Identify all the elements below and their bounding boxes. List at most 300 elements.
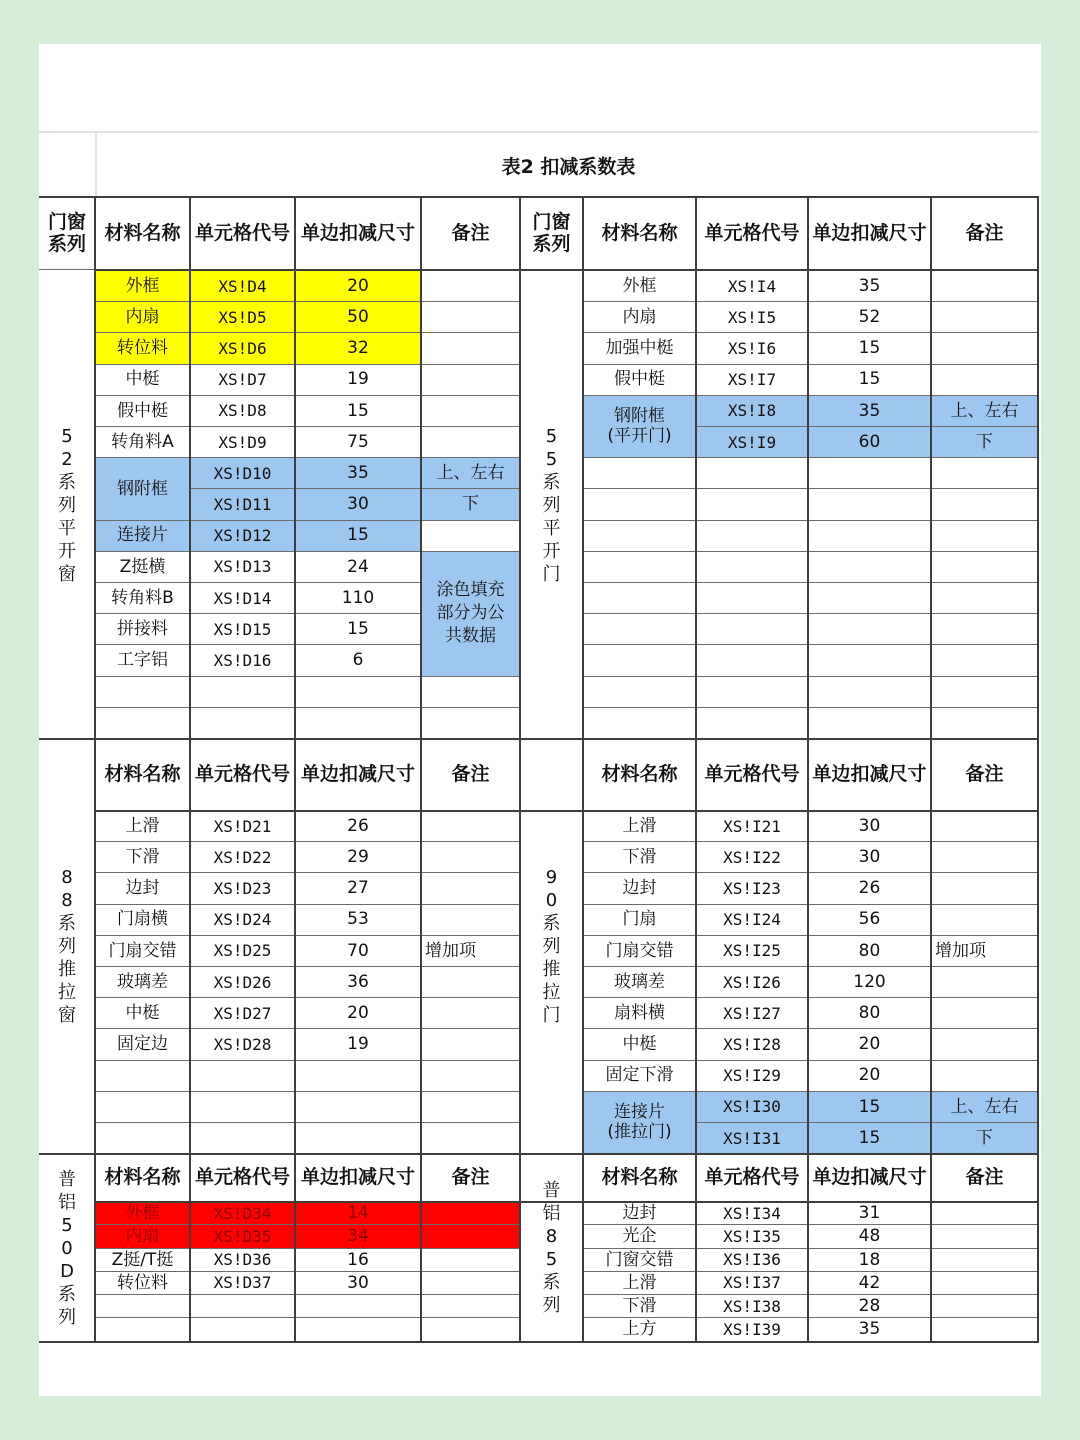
sec1-left-row3-material[interactable]: 门扇横 <box>95 905 190 936</box>
sec2-right-row1-code[interactable]: XS!I35 <box>696 1225 808 1248</box>
sec1-right-row5-code[interactable]: XS!I26 <box>696 967 808 998</box>
sec0-left-row13-remark[interactable] <box>421 677 520 708</box>
sec2-left-row0-value[interactable]: 14 <box>295 1202 421 1225</box>
sec0-left-header-code: 单元格代号 <box>190 197 295 270</box>
sec1-right-series-label[interactable]: 9 0 系 列 推 拉 门 <box>542 867 561 1026</box>
sec0-right-row14-code[interactable] <box>696 708 808 739</box>
sec0-left-row12-value[interactable]: 6 <box>295 645 421 676</box>
sec1-right-row0-material[interactable]: 上滑 <box>583 811 696 842</box>
sec2-left-header-material: 材料名称 <box>95 1154 190 1202</box>
sec0-right-row1-material[interactable]: 内扇 <box>583 302 696 333</box>
sec0-right-row11-code[interactable] <box>696 614 808 645</box>
grid-vline <box>420 197 422 739</box>
sec1-left-row2-remark[interactable] <box>421 873 520 904</box>
sec0-left-row6-remark[interactable]: 上、左右 <box>421 458 520 489</box>
sec0-left-row4-code[interactable]: XS!D8 <box>190 396 295 427</box>
sec1-left-row1-material[interactable]: 下滑 <box>95 842 190 873</box>
grid-vline <box>519 739 521 1154</box>
sec1-left-row3-code[interactable]: XS!D24 <box>190 905 295 936</box>
sec2-right-row2-remark[interactable] <box>931 1249 1038 1272</box>
sec0-right-row1-remark[interactable] <box>931 302 1038 333</box>
sec1-left-row7-value[interactable]: 19 <box>295 1029 421 1060</box>
sec1-right-row10-code[interactable]: XS!I31 <box>696 1123 808 1154</box>
sec2-left-row4-value[interactable] <box>295 1295 421 1318</box>
sec1-right-row7-code[interactable]: XS!I28 <box>696 1029 808 1060</box>
sec2-left-series-label[interactable]: 普 铝 5 0 D 系 列 <box>58 1168 76 1328</box>
sec1-left-row4-code[interactable]: XS!D25 <box>190 936 295 967</box>
sec2-left-row0-code[interactable]: XS!D34 <box>190 1202 295 1225</box>
sec1-right-header-code: 单元格代号 <box>696 739 808 811</box>
sec0-left-row2-material[interactable]: 转位料 <box>95 333 190 364</box>
sec0-left-row5-value[interactable]: 75 <box>295 427 421 458</box>
sec1-left-row4-material[interactable]: 门扇交错 <box>95 936 190 967</box>
sec1-left-row9-code[interactable] <box>190 1092 295 1123</box>
sec0-right-row8-material[interactable] <box>583 521 696 552</box>
sec1-left-row6-code[interactable]: XS!D27 <box>190 998 295 1029</box>
sec0-right-row8-code[interactable] <box>696 521 808 552</box>
sec0-right-row13-material[interactable] <box>583 677 696 708</box>
sec1-left-row10-value[interactable] <box>295 1123 421 1154</box>
sec0-left-row11-material[interactable]: 拼接料 <box>95 614 190 645</box>
sec1-right-row6-value[interactable]: 80 <box>808 998 931 1029</box>
sec1-left-row3-value[interactable]: 53 <box>295 905 421 936</box>
sec0-left-row7-code[interactable]: XS!D11 <box>190 489 295 520</box>
sec1-left-row9-remark[interactable] <box>421 1092 520 1123</box>
sec1-right-row7-material[interactable]: 中梃 <box>583 1029 696 1060</box>
sec1-left-row8-code[interactable] <box>190 1061 295 1092</box>
sec1-right-row0-code[interactable]: XS!I21 <box>696 811 808 842</box>
sec1-right-row5-material[interactable]: 玻璃差 <box>583 967 696 998</box>
sec0-right-row9-code[interactable] <box>696 552 808 583</box>
sec0-left-row12-material[interactable]: 工字铝 <box>95 645 190 676</box>
sec0-right-row14-material[interactable] <box>583 708 696 739</box>
sec1-right-row9-material[interactable]: 连接片 (推拉门) <box>583 1092 696 1154</box>
sec0-left-row2-remark[interactable] <box>421 333 520 364</box>
sec1-right-row8-material[interactable]: 固定下滑 <box>583 1061 696 1092</box>
sec1-right-row3-material[interactable]: 门扇 <box>583 905 696 936</box>
sec1-left-row10-material[interactable] <box>95 1123 190 1154</box>
sec2-right-row5-value[interactable]: 35 <box>808 1319 931 1342</box>
sec2-left-row5-code[interactable] <box>190 1319 295 1342</box>
sec0-right-row2-value[interactable]: 15 <box>808 333 931 364</box>
sec1-left-row6-remark[interactable] <box>421 998 520 1029</box>
sec2-right-row3-code[interactable]: XS!I37 <box>696 1272 808 1295</box>
grid-hline <box>39 196 1039 198</box>
sec2-left-row2-material[interactable]: Z挺/T挺 <box>95 1249 190 1272</box>
sec0-right-row8-value[interactable] <box>808 521 931 552</box>
sec2-right-row4-value[interactable]: 28 <box>808 1295 931 1318</box>
sec0-left-row5-material[interactable]: 转角料A <box>95 427 190 458</box>
grid-vline <box>930 1154 932 1342</box>
sec0-right-row5-code[interactable]: XS!I9 <box>696 427 808 458</box>
sec0-right-row6-remark[interactable] <box>931 458 1038 489</box>
sec1-right-header-deduction: 单边扣减尺寸 <box>808 739 931 811</box>
sec0-right-row10-value[interactable] <box>808 583 931 614</box>
sec0-right-row9-value[interactable] <box>808 552 931 583</box>
sec0-right-row7-remark[interactable] <box>931 489 1038 520</box>
sec0-left-row9-material[interactable]: Z挺横 <box>95 552 190 583</box>
sec0-right-row3-remark[interactable] <box>931 365 1038 396</box>
sec1-left-row7-remark[interactable] <box>421 1029 520 1060</box>
sec2-left-row2-value[interactable]: 16 <box>295 1249 421 1272</box>
sec0-left-row8-material[interactable]: 连接片 <box>95 521 190 552</box>
sec1-right-row9-code[interactable]: XS!I30 <box>696 1092 808 1123</box>
sec1-right-row5-remark[interactable] <box>931 967 1038 998</box>
grid-hline <box>95 810 1039 812</box>
grid-vline <box>582 1154 584 1342</box>
sec0-right-row12-code[interactable] <box>696 645 808 676</box>
sec1-left-row6-material[interactable]: 中梃 <box>95 998 190 1029</box>
sec2-right-row3-value[interactable]: 42 <box>808 1272 931 1295</box>
sec1-right-row9-value[interactable]: 15 <box>808 1092 931 1123</box>
sec1-left-row10-code[interactable] <box>190 1123 295 1154</box>
sec0-left-row9-value[interactable]: 24 <box>295 552 421 583</box>
sec2-right-row5-remark[interactable] <box>931 1319 1038 1342</box>
sec0-right-row11-remark[interactable] <box>931 614 1038 645</box>
sec2-right-row5-material[interactable]: 上方 <box>583 1319 696 1342</box>
sec0-left-row12-code[interactable]: XS!D16 <box>190 645 295 676</box>
grid-vline <box>294 197 296 739</box>
sec0-left-row2-value[interactable]: 32 <box>295 333 421 364</box>
grid-vline <box>1037 1154 1039 1342</box>
sec1-right-row2-code[interactable]: XS!I23 <box>696 873 808 904</box>
sec0-right-row0-code[interactable]: XS!I4 <box>696 271 808 302</box>
sec0-right-series-label[interactable]: 5 5 系 列 平 开 门 <box>542 425 561 585</box>
sec1-right-row2-material[interactable]: 边封 <box>583 873 696 904</box>
sec0-right-row13-value[interactable] <box>808 677 931 708</box>
sec0-right-row10-remark[interactable] <box>931 583 1038 614</box>
sec2-left-row3-remark[interactable] <box>421 1272 520 1295</box>
sec1-right-row8-value[interactable]: 20 <box>808 1061 931 1092</box>
sec2-right-row4-code[interactable]: XS!I38 <box>696 1295 808 1318</box>
sec1-right-row7-remark[interactable] <box>931 1029 1038 1060</box>
sec1-right-row3-remark[interactable] <box>931 905 1038 936</box>
table-title: 表2 扣减系数表 <box>95 133 1040 197</box>
sec1-left-row5-value[interactable]: 36 <box>295 967 421 998</box>
sec0-left-row10-value[interactable]: 110 <box>295 583 421 614</box>
sec2-left-row4-code[interactable] <box>190 1295 295 1318</box>
sec1-right-row0-value[interactable]: 30 <box>808 811 931 842</box>
sec2-left-row0-material[interactable]: 外框 <box>95 1202 190 1225</box>
sec1-left-row2-code[interactable]: XS!D23 <box>190 873 295 904</box>
sec1-left-row4-value[interactable]: 70 <box>295 936 421 967</box>
sec2-right-row4-material[interactable]: 下滑 <box>583 1295 696 1318</box>
sec2-left-row5-remark[interactable] <box>421 1319 520 1342</box>
sec2-left-row1-material[interactable]: 内扇 <box>95 1225 190 1248</box>
sec0-left-row13-material[interactable] <box>95 677 190 708</box>
grid-hline <box>39 1341 1039 1343</box>
sec2-left-row3-material[interactable]: 转位料 <box>95 1272 190 1295</box>
sec1-right-row6-material[interactable]: 扇料横 <box>583 998 696 1029</box>
sec2-left-row3-code[interactable]: XS!D37 <box>190 1272 295 1295</box>
sec2-left-row3-value[interactable]: 30 <box>295 1272 421 1295</box>
sec0-left-row8-code[interactable]: XS!D12 <box>190 521 295 552</box>
sec0-left-row0-code[interactable]: XS!D4 <box>190 271 295 302</box>
sec1-left-row5-material[interactable]: 玻璃差 <box>95 967 190 998</box>
sec1-left-row6-value[interactable]: 20 <box>295 998 421 1029</box>
sec2-right-row3-material[interactable]: 上滑 <box>583 1272 696 1295</box>
sec1-left-row3-remark[interactable] <box>421 905 520 936</box>
grid-vline <box>1037 739 1039 1154</box>
sec0-left-row10-material[interactable]: 转角料B <box>95 583 190 614</box>
grid-vline <box>189 739 191 1154</box>
sec0-left-row3-remark[interactable] <box>421 365 520 396</box>
sec2-left-header-remark: 备注 <box>421 1154 520 1202</box>
sec0-left-row14-value[interactable] <box>295 708 421 739</box>
sec0-right-row9-remark[interactable] <box>931 552 1038 583</box>
sec0-left-row0-material[interactable]: 外框 <box>95 271 190 302</box>
sec0-right-header-deduction: 单边扣减尺寸 <box>808 197 931 270</box>
sec0-left-row13-code[interactable] <box>190 677 295 708</box>
sec0-left-row6-value[interactable]: 35 <box>295 458 421 489</box>
sec0-right-row6-value[interactable] <box>808 458 931 489</box>
sec2-left-row2-remark[interactable] <box>421 1249 520 1272</box>
sec1-left-row9-material[interactable] <box>95 1092 190 1123</box>
sec2-right-header-remark: 备注 <box>931 1154 1038 1202</box>
sec1-right-row2-value[interactable]: 26 <box>808 873 931 904</box>
sec0-right-row4-value[interactable]: 35 <box>808 396 931 427</box>
sec0-left-row9-code[interactable]: XS!D13 <box>190 552 295 583</box>
sec1-right-row10-remark[interactable]: 下 <box>931 1123 1038 1154</box>
sec0-left-row4-value[interactable]: 15 <box>295 396 421 427</box>
sec0-right-row4-code[interactable]: XS!I8 <box>696 396 808 427</box>
sec0-right-row2-material[interactable]: 加强中梃 <box>583 333 696 364</box>
sec2-right-row2-material[interactable]: 门窗交错 <box>583 1249 696 1272</box>
sec0-left-row5-remark[interactable] <box>421 427 520 458</box>
sec0-left-row1-material[interactable]: 内扇 <box>95 302 190 333</box>
sec2-left-row4-remark[interactable] <box>421 1295 520 1318</box>
sec0-left-row3-value[interactable]: 19 <box>295 365 421 396</box>
sec0-right-row5-remark[interactable]: 下 <box>931 427 1038 458</box>
sec1-right-row4-material[interactable]: 门扇交错 <box>583 936 696 967</box>
grid-vline <box>930 739 932 1154</box>
sec0-left-row7-value[interactable]: 30 <box>295 489 421 520</box>
sec1-right-row2-remark[interactable] <box>931 873 1038 904</box>
sec1-right-row3-code[interactable]: XS!I24 <box>696 905 808 936</box>
sec1-left-row7-material[interactable]: 固定边 <box>95 1029 190 1060</box>
sec2-right-series-label[interactable]: 普 铝 8 5 系 列 <box>542 1180 561 1316</box>
sec1-left-row8-material[interactable] <box>95 1061 190 1092</box>
sec0-left-row2-code[interactable]: XS!D6 <box>190 333 295 364</box>
sec0-left-row6-code[interactable]: XS!D10 <box>190 458 295 489</box>
sec0-left-row11-value[interactable]: 15 <box>295 614 421 645</box>
sec0-right-row3-value[interactable]: 15 <box>808 365 931 396</box>
sec0-right-row11-value[interactable] <box>808 614 931 645</box>
sec0-right-row3-code[interactable]: XS!I7 <box>696 365 808 396</box>
sec1-left-series-label[interactable]: 8 8 系 列 推 拉 窗 <box>58 867 76 1026</box>
sec0-right-row14-remark[interactable] <box>931 708 1038 739</box>
sec1-left-row9-value[interactable] <box>295 1092 421 1123</box>
sec0-left-row0-remark[interactable] <box>421 271 520 302</box>
sec0-right-row13-remark[interactable] <box>931 677 1038 708</box>
sec0-left-row13-value[interactable] <box>295 677 421 708</box>
sec1-left-row10-remark[interactable] <box>421 1123 520 1154</box>
sec1-left-row0-remark[interactable] <box>421 811 520 842</box>
sec1-right-row4-code[interactable]: XS!I25 <box>696 936 808 967</box>
sec2-left-row5-material[interactable] <box>95 1319 190 1342</box>
sec0-right-row6-material[interactable] <box>583 458 696 489</box>
sec1-left-row5-code[interactable]: XS!D26 <box>190 967 295 998</box>
sec1-left-row5-remark[interactable] <box>421 967 520 998</box>
sec2-right-row1-remark[interactable] <box>931 1225 1038 1248</box>
sec2-right-row4-remark[interactable] <box>931 1295 1038 1318</box>
sec2-right-row0-value[interactable]: 31 <box>808 1202 931 1225</box>
sec1-right-row6-remark[interactable] <box>931 998 1038 1029</box>
sec2-right-header-material: 材料名称 <box>583 1154 696 1202</box>
sec0-right-row0-remark[interactable] <box>931 271 1038 302</box>
sec0-left-row10-code[interactable]: XS!D14 <box>190 583 295 614</box>
sec1-right-row0-remark[interactable] <box>931 811 1038 842</box>
sec1-right-row1-material[interactable]: 下滑 <box>583 842 696 873</box>
sec2-left-row1-code[interactable]: XS!D35 <box>190 1225 295 1248</box>
sec0-left-row14-material[interactable] <box>95 708 190 739</box>
sec1-right-row9-remark[interactable]: 上、左右 <box>931 1092 1038 1123</box>
sec2-right-row1-material[interactable]: 光企 <box>583 1225 696 1248</box>
grid-vline <box>294 739 296 1154</box>
sec0-right-header-code: 单元格代号 <box>696 197 808 270</box>
sec0-left-row9-remark[interactable]: 涂色填充部分为公共数据 <box>421 552 520 677</box>
sec1-left-row7-code[interactable]: XS!D28 <box>190 1029 295 1060</box>
grid-hline <box>95 269 1039 271</box>
sec1-left-row0-material[interactable]: 上滑 <box>95 811 190 842</box>
sec2-right-header-code: 单元格代号 <box>696 1154 808 1202</box>
sec0-left-row14-remark[interactable] <box>421 708 520 739</box>
sec0-right-row0-material[interactable]: 外框 <box>583 271 696 302</box>
sec0-left-header-remark: 备注 <box>421 197 520 270</box>
sec2-right-row2-code[interactable]: XS!I36 <box>696 1249 808 1272</box>
sec0-left-row4-remark[interactable] <box>421 396 520 427</box>
sec1-right-row5-value[interactable]: 120 <box>808 967 931 998</box>
sec2-right-row1-value[interactable]: 48 <box>808 1225 931 1248</box>
sec1-left-row1-code[interactable]: XS!D22 <box>190 842 295 873</box>
sec0-left-row14-code[interactable] <box>190 708 295 739</box>
sec0-left-series-label[interactable]: 5 2 系 列 平 开 窗 <box>58 425 76 585</box>
sec0-right-row2-remark[interactable] <box>931 333 1038 364</box>
sec0-left-row5-code[interactable]: XS!D9 <box>190 427 295 458</box>
sec1-left-header-remark: 备注 <box>421 739 520 811</box>
sec0-right-row8-remark[interactable] <box>931 521 1038 552</box>
sec1-right-row1-code[interactable]: XS!I22 <box>696 842 808 873</box>
sec0-right-row9-material[interactable] <box>583 552 696 583</box>
sec0-left-row7-remark[interactable]: 下 <box>421 489 520 520</box>
sec0-right-row13-code[interactable] <box>696 677 808 708</box>
grid-vline <box>94 739 96 1154</box>
sec2-right-header-deduction: 单边扣减尺寸 <box>808 1154 931 1202</box>
sec2-left-header-code: 单元格代号 <box>190 1154 295 1202</box>
sec1-left-row1-value[interactable]: 29 <box>295 842 421 873</box>
sec2-right-row3-remark[interactable] <box>931 1272 1038 1295</box>
sec1-right-row3-value[interactable]: 56 <box>808 905 931 936</box>
sec0-left-row8-remark[interactable] <box>421 521 520 552</box>
sec0-left-row3-code[interactable]: XS!D7 <box>190 365 295 396</box>
sec0-right-row2-code[interactable]: XS!I6 <box>696 333 808 364</box>
sec0-right-row10-material[interactable] <box>583 583 696 614</box>
sec0-left-row6-material[interactable]: 钢附框 <box>95 458 190 520</box>
sec1-left-header-deduction: 单边扣减尺寸 <box>295 739 421 811</box>
sec2-left-row4-material[interactable] <box>95 1295 190 1318</box>
sec0-right-row4-material[interactable]: 钢附框 (平开门) <box>583 396 696 458</box>
sec0-left-row0-value[interactable]: 20 <box>295 271 421 302</box>
sec1-right-row4-remark[interactable]: 增加项 <box>931 936 1038 967</box>
sec1-right-header-material: 材料名称 <box>583 739 696 811</box>
sec0-left-header-deduction: 单边扣减尺寸 <box>295 197 421 270</box>
sec0-right-row12-material[interactable] <box>583 645 696 676</box>
grid-hline <box>39 1153 1039 1155</box>
sec2-left-row0-remark[interactable] <box>421 1202 520 1225</box>
sec0-left-row11-code[interactable]: XS!D15 <box>190 614 295 645</box>
sec1-left-row0-value[interactable]: 26 <box>295 811 421 842</box>
sec0-left-row1-code[interactable]: XS!D5 <box>190 302 295 333</box>
grid-vline <box>582 197 584 739</box>
sec1-right-row8-code[interactable]: XS!I29 <box>696 1061 808 1092</box>
sec0-right-row1-code[interactable]: XS!I5 <box>696 302 808 333</box>
grid-vline <box>519 1154 521 1342</box>
sec1-right-row8-remark[interactable] <box>931 1061 1038 1092</box>
sec0-right-row14-value[interactable] <box>808 708 931 739</box>
sec0-left-row8-value[interactable]: 15 <box>295 521 421 552</box>
grid-hline <box>39 738 1039 740</box>
sec0-right-row1-value[interactable]: 52 <box>808 302 931 333</box>
sec0-right-row7-code[interactable] <box>696 489 808 520</box>
sec1-right-row7-value[interactable]: 20 <box>808 1029 931 1060</box>
sec1-left-row1-remark[interactable] <box>421 842 520 873</box>
sec2-left-row5-value[interactable] <box>295 1319 421 1342</box>
sec1-left-row4-remark[interactable]: 增加项 <box>421 936 520 967</box>
grid-vline <box>94 197 96 739</box>
sec1-left-row8-remark[interactable] <box>421 1061 520 1092</box>
sec0-left-row4-material[interactable]: 假中梃 <box>95 396 190 427</box>
sec1-left-row2-value[interactable]: 27 <box>295 873 421 904</box>
sec0-left-row1-value[interactable]: 50 <box>295 302 421 333</box>
sec0-right-row3-material[interactable]: 假中梃 <box>583 365 696 396</box>
sec2-right-row0-code[interactable]: XS!I34 <box>696 1202 808 1225</box>
sec2-right-row0-remark[interactable] <box>931 1202 1038 1225</box>
sec2-right-row2-value[interactable]: 18 <box>808 1249 931 1272</box>
sec1-left-header-material: 材料名称 <box>95 739 190 811</box>
sec0-right-row7-material[interactable] <box>583 489 696 520</box>
sec2-left-row1-value[interactable]: 34 <box>295 1225 421 1248</box>
sec0-right-row4-remark[interactable]: 上、左右 <box>931 396 1038 427</box>
sec1-right-row1-value[interactable]: 30 <box>808 842 931 873</box>
grid-vline <box>519 197 521 739</box>
sec1-left-row2-material[interactable]: 边封 <box>95 873 190 904</box>
sec0-right-row7-value[interactable] <box>808 489 931 520</box>
sec0-right-row11-material[interactable] <box>583 614 696 645</box>
sec0-left-row1-remark[interactable] <box>421 302 520 333</box>
grid-vline <box>807 1154 809 1342</box>
sec1-right-row6-code[interactable]: XS!I27 <box>696 998 808 1029</box>
grid-vline <box>189 197 191 739</box>
sec0-left-row3-material[interactable]: 中梃 <box>95 365 190 396</box>
sec1-left-row8-value[interactable] <box>295 1061 421 1092</box>
sec0-right-row12-value[interactable] <box>808 645 931 676</box>
sec1-right-row10-value[interactable]: 15 <box>808 1123 931 1154</box>
sec0-right-row6-code[interactable] <box>696 458 808 489</box>
sec1-right-row4-value[interactable]: 80 <box>808 936 931 967</box>
sec2-left-row2-code[interactable]: XS!D36 <box>190 1249 295 1272</box>
sec0-right-row0-value[interactable]: 35 <box>808 271 931 302</box>
sec0-right-row12-remark[interactable] <box>931 645 1038 676</box>
sec2-left-row1-remark[interactable] <box>421 1225 520 1248</box>
sec0-right-row10-code[interactable] <box>696 583 808 614</box>
sec0-right-row5-value[interactable]: 60 <box>808 427 931 458</box>
sec2-right-row0-material[interactable]: 边封 <box>583 1202 696 1225</box>
sec2-right-row5-code[interactable]: XS!I39 <box>696 1319 808 1342</box>
sec1-right-row1-remark[interactable] <box>931 842 1038 873</box>
sec1-right-header-remark: 备注 <box>931 739 1038 811</box>
sec1-left-row0-code[interactable]: XS!D21 <box>190 811 295 842</box>
grid-vline <box>695 739 697 1154</box>
